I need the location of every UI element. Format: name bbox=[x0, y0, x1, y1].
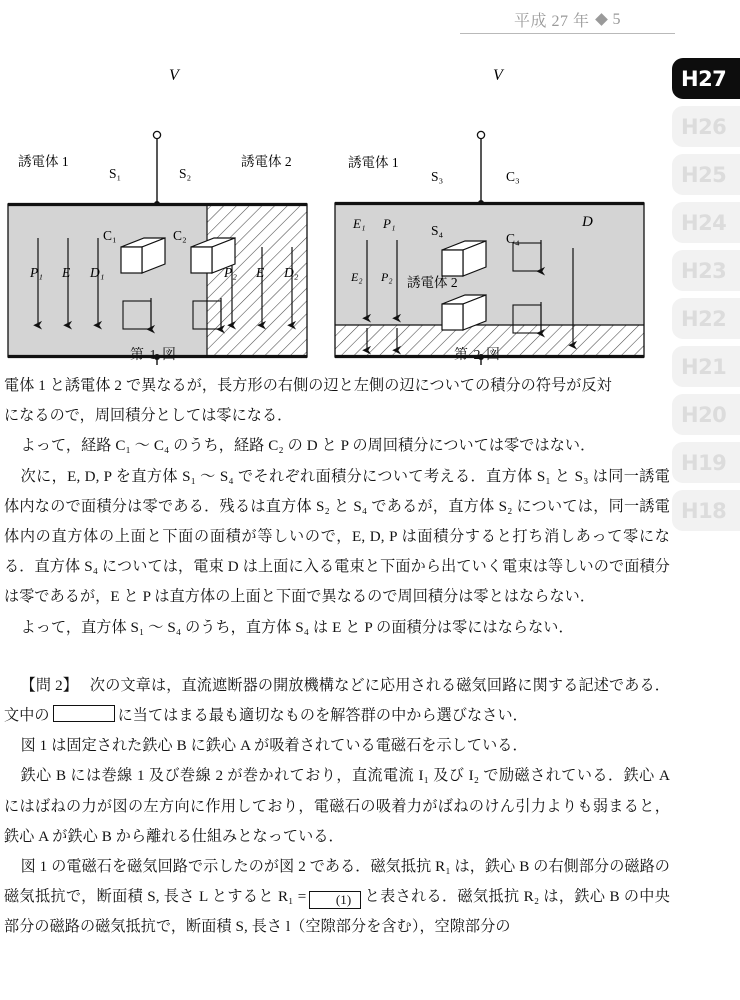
tab-h21[interactable] bbox=[672, 346, 740, 387]
fig2-field-label-e2: E₂ bbox=[351, 270, 363, 284]
tab-h23[interactable] bbox=[672, 250, 740, 291]
fig1-field-label-e: E bbox=[62, 265, 71, 280]
figure-1-caption: 第 1 図 bbox=[130, 348, 177, 363]
tab-label: H26 bbox=[681, 114, 727, 139]
dielectric-1-region bbox=[335, 203, 644, 325]
paragraph-7-text-b: と表される．磁気抵抗 R₂ は，鉄心 B の中央部分の磁路の磁気抵抗で，断面積 S, 長さ l（空隙部分を含む），空隙部分の bbox=[4, 889, 670, 936]
tab-label: H24 bbox=[681, 210, 727, 235]
paragraph-7 bbox=[4, 852, 670, 943]
tab-label: H23 bbox=[681, 258, 727, 283]
year-tab-rail bbox=[672, 58, 740, 538]
fig2-field-label-e1: E₁ bbox=[353, 216, 366, 231]
fig1-field-label-e-right: E bbox=[256, 265, 265, 280]
tab-h20[interactable] bbox=[672, 394, 740, 435]
figure-2-caption: 第 2 図 bbox=[454, 348, 501, 363]
tab-label: H21 bbox=[681, 354, 727, 379]
paragraph-4: よって，直方体 S₁ ～ S₄ のうち，直方体 S₄ は E と P の面積分は零にはならない． bbox=[20, 619, 574, 636]
fig1-dielectric-2-label: 誘電体 2 bbox=[241, 154, 292, 169]
paragraph-7-text-a: 図 1 の電磁石を磁気回路で示したのが図 2 である．磁気抵抗 R₁ は，鉄心 B の右側部分の磁路の磁気抵抗で，断面積 S, 長さ L とすると R₁ = bbox=[4, 859, 670, 906]
figures-svg bbox=[0, 60, 670, 365]
terminal-node-icon bbox=[477, 131, 484, 138]
era-year-label: 平成 27 年 bbox=[513, 13, 590, 30]
question-2-label: 【問 2】 bbox=[20, 677, 79, 694]
tab-h18[interactable] bbox=[672, 490, 740, 531]
question-2-intro bbox=[4, 671, 670, 731]
fig1-cube-label-s1: S₁ bbox=[109, 166, 122, 181]
tab-h27[interactable] bbox=[672, 58, 740, 99]
fig1-field-label-d1: D₁ bbox=[90, 265, 105, 280]
tab-h19[interactable] bbox=[672, 442, 740, 483]
fig1-field-label-d2: D₂ bbox=[284, 265, 299, 280]
tab-label: H20 bbox=[681, 402, 727, 427]
answer-blank-box[interactable] bbox=[53, 705, 115, 722]
fig2-flux-label-d: D bbox=[582, 214, 593, 230]
fig2-cube-label-s3: S₃ bbox=[431, 169, 444, 184]
figures-area bbox=[0, 60, 670, 365]
paragraph-3: 次に，E, D, P を直方体 S₁ ～ S₄ でそれぞれ面積分について考える．直方体 S₁ と S₃ は同一誘電体内なので面積分は零である．残るは直方体 S₂ と S₄ であるが，直方体 S₂ については，同一誘電体内の直方体の上面と下面の面積が等しいので，E, D, P は面積分すると打ち消しあって零になる．直方体 S₄ については，電束 D は上面に入る電束と下面から出ていく電束は等しいので面積分は零であるが，E と P は直方体の上面と下面で異なるので周回積分は零とはならない． bbox=[4, 468, 670, 606]
page-header bbox=[460, 6, 675, 34]
paragraph-5: 図 1 は固定された鉄心 B に鉄心 A が吸着されている電磁石を示している． bbox=[20, 738, 528, 755]
fig1-loop-label-c1: C₁ bbox=[103, 228, 117, 243]
section-gap bbox=[4, 643, 670, 671]
fig2-loop-label-c3: C₃ bbox=[506, 169, 520, 184]
fig1-terminal-label: V bbox=[169, 67, 179, 84]
page-number-label: 5 bbox=[612, 10, 621, 28]
paragraph-6: 鉄心 B には巻線 1 及び巻線 2 が巻かれており，直流電流 I₁ 及び I₂ で励磁されている．鉄心 A にはばねの力が図の左方向に作用しており，電磁石の吸着力がばねのけん引力よりも弱まると，鉄心 A が鉄心 B から離れる仕組みとなっている． bbox=[4, 768, 670, 845]
paragraph-2: よって，経路 C₁ ～ C₄ のうち，経路 C₂ の D と P の周回積分については零ではない． bbox=[20, 438, 596, 455]
fig1-field-label-p1: P₁ bbox=[30, 265, 43, 280]
tab-label: H25 bbox=[681, 162, 727, 187]
body-text bbox=[4, 371, 670, 943]
answer-blank-1[interactable]: (1) bbox=[309, 891, 361, 909]
tab-label: H19 bbox=[681, 450, 727, 475]
question-2-text-b: に当てはまる最も適切なものを解答群の中から選びなさい． bbox=[117, 708, 528, 725]
fig2-loop-label-c4: C₄ bbox=[506, 231, 520, 246]
fig1-field-label-p2: P₂ bbox=[224, 265, 237, 280]
fig2-dielectric-2-label: 誘電体 2 bbox=[407, 275, 458, 290]
paragraph-continued-line1: 電体 1 と誘電体 2 で異なるが，長方形の右側の辺と左側の辺についての積分の符号が反対 bbox=[4, 378, 612, 394]
tab-label: H22 bbox=[681, 306, 727, 331]
question-2-text-a: 次の文章は，直流遮断器の開放機構などに応用される磁気回路に関する記述である．文中の bbox=[4, 677, 670, 725]
fig2-dielectric-1-label: 誘電体 1 bbox=[348, 155, 399, 170]
tab-h25[interactable] bbox=[672, 154, 740, 195]
tab-h24[interactable] bbox=[672, 202, 740, 243]
tab-label: H27 bbox=[681, 66, 727, 91]
fig1-loop-label-c2: C₂ bbox=[173, 228, 187, 243]
fig2-field-label-p1: P₁ bbox=[383, 216, 396, 231]
tab-h22[interactable] bbox=[672, 298, 740, 339]
fig2-field-label-p2: P₂ bbox=[381, 270, 393, 284]
terminal-node-icon bbox=[153, 131, 160, 138]
tab-label: H18 bbox=[681, 498, 727, 523]
fig2-cube-label-s4: S₄ bbox=[431, 223, 444, 238]
fig1-cube-label-s2: S₂ bbox=[179, 166, 192, 181]
fig2-terminal-label: V bbox=[493, 67, 503, 84]
paragraph-continued-line2: になるので，周回積分としては零になる． bbox=[4, 408, 293, 425]
tab-h26[interactable] bbox=[672, 106, 740, 147]
fig1-dielectric-1-label: 誘電体 1 bbox=[18, 154, 69, 169]
diamond-icon bbox=[595, 13, 608, 26]
